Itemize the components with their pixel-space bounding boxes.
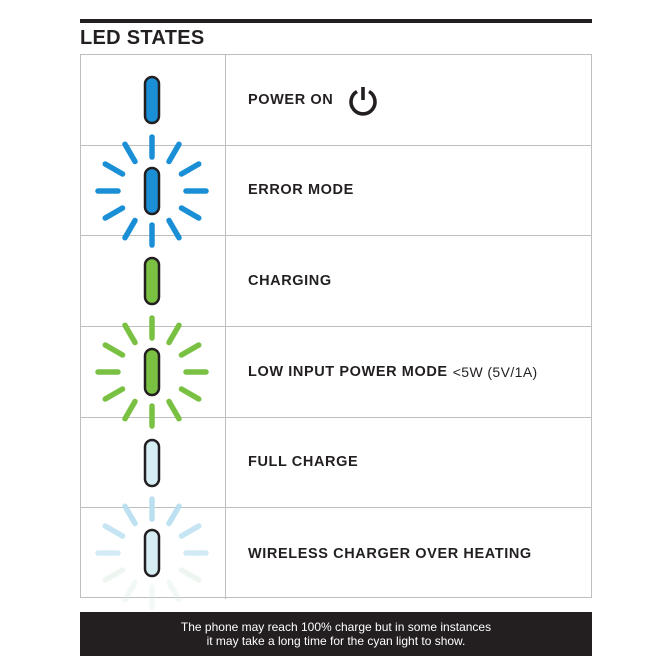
- blink-ray: [125, 583, 135, 600]
- blink-ray: [105, 526, 122, 536]
- blink-ray: [125, 220, 135, 237]
- page-title: LED STATES: [80, 27, 205, 49]
- led-icon-cell: [81, 236, 226, 326]
- blink-ray: [181, 389, 198, 399]
- led-icon-cell: [81, 55, 226, 145]
- led-label-cell: [248, 146, 354, 236]
- led-indicator-icon: [81, 327, 226, 417]
- led-indicator-icon: [81, 418, 226, 508]
- footer-line-1: The phone may reach 100% charge but in some instances: [180, 620, 492, 634]
- led-label-cell: [248, 236, 332, 326]
- state-label: ERROR MODE: [248, 182, 354, 199]
- blink-ray: [105, 345, 122, 355]
- blink-ray: [125, 507, 135, 524]
- state-label: LOW INPUT POWER MODE: [248, 363, 448, 380]
- blink-ray: [169, 144, 179, 161]
- led-label-cell: [248, 327, 538, 417]
- state-label: FULL CHARGE: [248, 454, 359, 471]
- led-indicator-icon: [81, 146, 226, 236]
- blink-ray: [105, 389, 122, 399]
- led-icon-cell: [81, 146, 226, 236]
- led-states-table: [80, 54, 592, 598]
- blink-ray: [105, 208, 122, 218]
- top-rule: [80, 19, 592, 23]
- blink-ray: [105, 570, 122, 580]
- led-row-over-heating: [81, 508, 591, 599]
- blink-ray: [125, 401, 135, 418]
- blink-ray: [181, 164, 198, 174]
- led-light: [145, 258, 159, 304]
- led-label-cell: [248, 508, 532, 599]
- power-icon: [347, 84, 379, 116]
- state-label: CHARGING: [248, 273, 332, 290]
- led-row-error-mode: [81, 146, 591, 237]
- led-icon-cell: [81, 508, 226, 599]
- footer-note: [80, 612, 592, 656]
- blink-ray: [169, 220, 179, 237]
- blink-ray: [169, 583, 179, 600]
- state-label: WIRELESS CHARGER OVER HEATING: [248, 545, 532, 562]
- led-row-low-input-power: [81, 327, 591, 418]
- footer-line-2: it may take a long time for the cyan light to show.: [206, 634, 466, 648]
- led-light: [145, 77, 159, 123]
- blink-ray: [169, 325, 179, 342]
- led-indicator-icon: [81, 508, 226, 598]
- led-row-full-charge: [81, 418, 591, 509]
- led-indicator-icon: [81, 55, 226, 145]
- blink-ray: [181, 526, 198, 536]
- blink-ray: [125, 325, 135, 342]
- blink-ray: [125, 144, 135, 161]
- led-light: [145, 440, 159, 486]
- blink-ray: [169, 507, 179, 524]
- led-label-cell: [248, 418, 358, 508]
- led-indicator-icon: [81, 236, 226, 326]
- led-icon-cell: [81, 418, 226, 508]
- blink-ray: [169, 401, 179, 418]
- state-note: <5W (5V/1A): [452, 363, 538, 380]
- state-label: POWER ON: [248, 91, 334, 108]
- led-icon-cell: [81, 327, 226, 417]
- blink-ray: [181, 208, 198, 218]
- blink-ray: [105, 164, 122, 174]
- blink-ray: [181, 570, 198, 580]
- led-light: [145, 530, 159, 576]
- led-label-cell: [248, 55, 379, 145]
- led-row-charging: [81, 236, 591, 327]
- led-row-power-on: [81, 55, 591, 146]
- led-light: [145, 168, 159, 214]
- led-light: [145, 349, 159, 395]
- blink-ray: [181, 345, 198, 355]
